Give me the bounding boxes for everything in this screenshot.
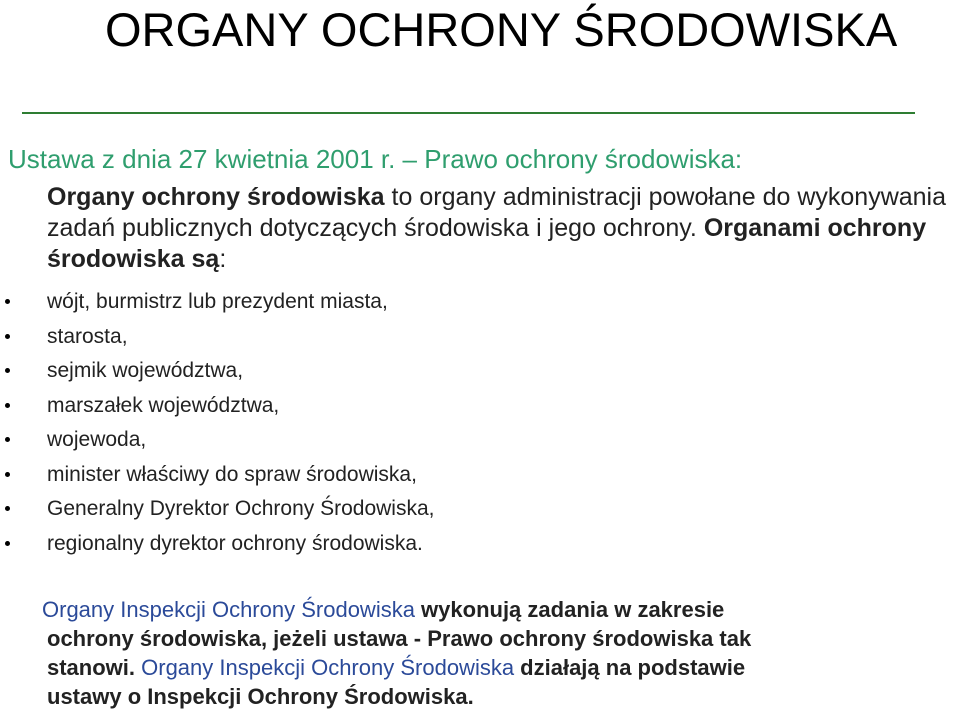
bullet-icon: [5, 403, 10, 408]
definition-paragraph: [47, 182, 959, 275]
list-item-text: sejmik województwa,: [47, 359, 244, 382]
inspection-text: stanowi.: [47, 655, 142, 680]
title-divider: [22, 112, 915, 114]
bullet-icon: [5, 368, 10, 373]
definition-list-intro: Organami ochrony środowiska są: [47, 214, 927, 273]
definition-colon: :: [219, 245, 227, 273]
inspection-text: działają na podstawie: [514, 655, 746, 680]
inspection-line-3: [47, 653, 959, 682]
bullet-icon: [5, 334, 10, 339]
bullet-icon: [5, 541, 10, 546]
inspection-line-2: ochrony środowiska, jeżeli ustawa - Prawo ochrony środowiska tak: [47, 626, 752, 651]
page-title: ORGANY OCHRONY ŚRODOWISKA: [105, 3, 898, 56]
bullet-icon: [5, 437, 10, 442]
list-item-text: marszałek województwa,: [47, 393, 280, 417]
definition-text: to organy administracji powołane do wykonywania zadań publicznych dotyczących środowiska i jego ochrony.: [47, 183, 947, 242]
inspection-organs-label: Organy Inspekcji Ochrony Środowiska: [141, 655, 515, 680]
inspection-paragraph: [42, 595, 959, 711]
list-item-text: Generalny Dyrektor Ochrony Środowiska,: [47, 497, 435, 520]
law-reference: Ustawa z dnia 27 kwietnia 2001 r. – Prawo ochrony środowiska:: [8, 144, 743, 174]
bullet-icon: [5, 506, 10, 511]
list-item-text: minister właściwy do spraw środowiska,: [47, 462, 417, 486]
inspection-organs-label: Organy Inspekcji Ochrony Środowiska: [42, 597, 415, 622]
inspection-line-4: ustawy o Inspekcji Ochrony Środowiska.: [47, 684, 474, 709]
inspection-text: wykonują zadania w zakresie: [414, 597, 725, 622]
bullet-icon: [5, 472, 10, 477]
list-item-text: wójt, burmistrz lub prezydent miasta,: [47, 290, 388, 313]
list-item-text: starosta,: [47, 324, 128, 348]
list-item-text: regionalny dyrektor ochrony środowiska.: [47, 531, 423, 555]
definition-term: Organy ochrony środowiska: [47, 183, 385, 211]
bullet-icon: [5, 299, 10, 304]
inspection-line-1: [42, 595, 959, 624]
list-item-text: wojewoda,: [47, 428, 147, 451]
